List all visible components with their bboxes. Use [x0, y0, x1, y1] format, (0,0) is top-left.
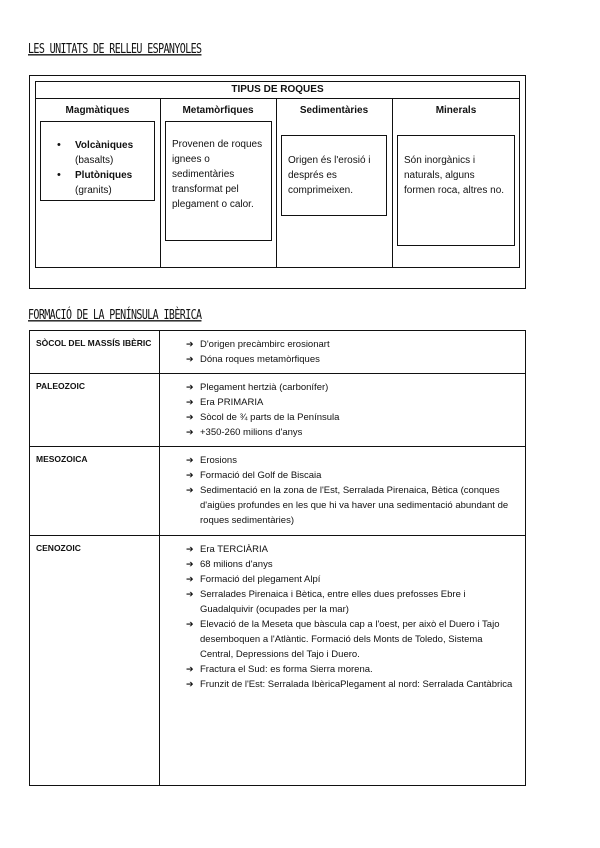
column-header-metamorfiques: Metamòrfiques [182, 105, 254, 116]
sedimentaries-box [281, 135, 387, 216]
heading-relleu: LES UNITATS DE RELLEU ESPANYOLES [28, 42, 202, 57]
heading-formacio: FORMACIÓ DE LA PENÍNSULA IBÈRICA [28, 308, 202, 323]
list-item: ➔ Formació del Golf de Biscaia [186, 468, 517, 483]
table-row [30, 374, 526, 447]
list-item: ➔ Sedimentació en la zona de l'Est, Serralada Pirenaica, Bètica (conques d'aigües profundes en les que hi va haver una sedimentació abundant de roques sedimentàries) [186, 483, 517, 528]
column-header-minerals: Minerals [435, 105, 477, 116]
list-item-volcaniques: • Volcàniques (basalts) [57, 138, 148, 168]
column-divider-1 [160, 99, 161, 268]
magmatic-box [40, 121, 155, 201]
column-divider-3 [392, 99, 393, 268]
formation-table [29, 330, 526, 786]
minerals-box [397, 135, 515, 246]
era-cell: PALEOZOIC [30, 374, 160, 447]
list-item-plutoniques: • Plutòniques (granits) [57, 168, 148, 198]
description-cell [160, 374, 526, 447]
column-divider-2 [276, 99, 277, 268]
list-item: ➔ 68 milions d'anys [186, 557, 517, 572]
era-cell: SÒCOL DEL MASSÍS IBÈRIC [30, 331, 160, 374]
list-item: ➔ Era TERCIÀRIA [186, 542, 517, 557]
list-item: ➔ Dóna roques metamòrfiques [186, 352, 517, 367]
description-cell [160, 447, 526, 536]
rock-types-title-divider [35, 98, 520, 99]
column-header-magmatiques: Magmàtiques [65, 105, 130, 116]
list-item: ➔ Sòcol de ¾ parts de la Península [186, 410, 517, 425]
list-item: ➔ Serralades Pirenaica i Bètica, entre elles dues prefosses Ebre i Guadalquivir (ocupades per la mar) [186, 587, 517, 617]
list-item: ➔ Elevació de la Meseta que bàscula cap a l'oest, per això el Duero i Tajo desemboquen a l'Atlàntic. Formació dels Monts de Toledo, Sistema Central, Depressions del Tajo i Duero. [186, 617, 517, 662]
list-item: ➔ Plegament hertzià (carbonífer) [186, 380, 517, 395]
list-item: ➔ D'origen precàmbirc erosionart [186, 337, 517, 352]
list-item: ➔ Formació del plegament Alpí [186, 572, 517, 587]
list-item: ➔ Fractura el Sud: es forma Sierra morena. [186, 662, 517, 677]
table-row [30, 331, 526, 374]
description-cell [160, 536, 526, 786]
description-cell [160, 331, 526, 374]
list-item: ➔ Era PRIMARIA [186, 395, 517, 410]
metamorfiques-text: Provenen de roques ignees o sedimentàries transformat pel plegament o calor. [172, 139, 263, 210]
era-cell: CENOZOIC [30, 536, 160, 786]
table-row [30, 536, 526, 786]
rock-types-title: TIPUS DE ROQUES [231, 84, 324, 95]
table-row [30, 447, 526, 536]
metamorfiques-box [165, 121, 272, 241]
column-header-sedimentaries: Sedimentàries [299, 105, 369, 116]
list-item: ➔ +350-260 milions d'anys [186, 425, 517, 440]
list-item: ➔ Erosions [186, 453, 517, 468]
list-item: ➔ Frunzit de l'Est: Serralada IbèricaPlegament al nord: Serralada Cantàbrica [186, 677, 517, 692]
sedimentaries-text: Origen és l'erosió i després es comprimeixen. [288, 155, 371, 196]
minerals-text: Són inorgànics i naturals, alguns formen roca, altres no. [404, 155, 505, 196]
era-cell: MESOZOICA [30, 447, 160, 536]
